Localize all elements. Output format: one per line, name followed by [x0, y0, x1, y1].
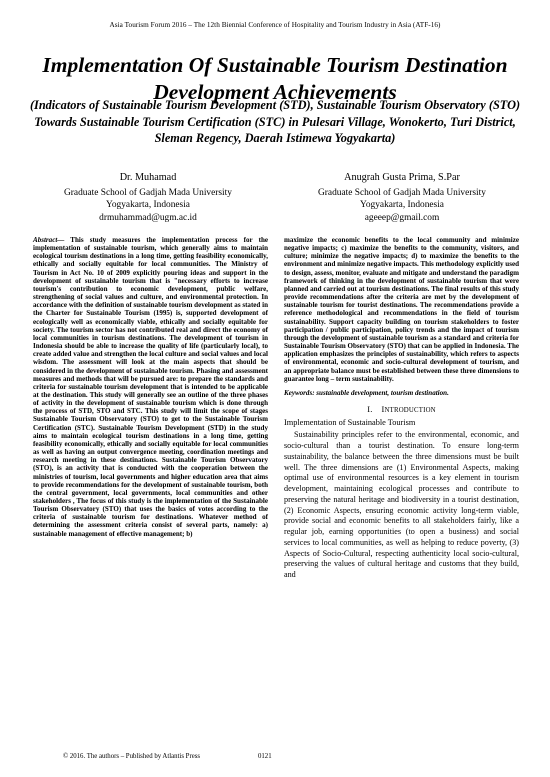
left-column [33, 236, 268, 538]
abstract-text-right: maximize the economic benefits to the local community and minimize negative impacts; c) maximize the benefits to the community, visitors, and culture; minimize the negative impacts; d) to maximize the benefits to the environment and minimize negative impacts. This methodology explicitly used to design, assess, monitor, evaluate and mitigate and understand the paradigm framework of thinking in the development of sustainable tourism that were planned and carried out at tourism destinations. The final results of this study provide recommendations after the criteria are met by the development of sustainable tourism for tourist destinations. The recommendations provide a reference methodological and recommendations in the field of tourism sustainability. Support capacity building on tourism stakeholders to foster participation / public participation, policy trends and the impact of tourism through the development of sustainable tourism as a standard and criteria for Sustainable Tourism Observatory (STO) that can be applied in Indonesia. The application emphasizes the principles of sustainability, which refers to aspects of environmental, economic and socio-cultural development of tourism, and an appropriate balance must be established between these three dimensions to guarantee long – term sustainability. [284, 236, 519, 383]
author-email[interactable]: ageeep@gmail.com [364, 212, 440, 223]
section-heading [284, 406, 519, 415]
subsection-heading: Implementation of Sustainable Tourism [284, 418, 416, 428]
page-number: 0121 [258, 753, 272, 760]
paper-title: Implementation Of Sustainable Tourism Destination Development Achievements [42, 53, 508, 104]
section-body: Sustainability principles refer to the environmental, economic, and socio-cultural than a tourist destination. To ensure long-term sustainability, the balance between the three dimensions must be built well. The three dimensions are (1) Environmental Aspects, making optimal use of environmental resources is a key element in tourism development, maintaining ecological processes and contribute to preserving the natural heritage and biodiversity in a tourist destination, (2) Economic Aspects, ensuring economic activity long-term viable, provide social and economic benefits to all stakeholders fairly, like a regular job, earning opportunities (to open a business) and social services to local communities, as well as helping to reduce poverty, (3) Aspects of Socio-Cultural, respecting authenticity local socio-cultural, preserving the values of cultural heritage and customs that they build, and [284, 430, 519, 580]
author-location: Yogyakarta, Indonesia [360, 200, 444, 211]
running-header: Asia Tourism Forum 2016 – The 12th Biennial Conference of Hospitality and Tourism Industry in Asia (ATF-16) [109, 21, 441, 29]
author-block-2 [282, 172, 522, 224]
abstract-left [33, 236, 268, 538]
abstract-text-left: This study measures the implementation process for the implementation of sustainable tourism, which generally aims to maintain ecological tourism destinations in a long time, getting feasibility economically, ethically and socially equitable for local communities. The Ministry of Tourism in Act No. 10 of 2009 explicitly pouring ideas and support in the development of sustainable tourism that is "necessary efforts to increase tourism's contribution to economic development, public welfare, strengthening of social values and culture, and environmental protection. In accordance with the definition of sustainable tourism development as stated in the Charter for Sustainable Tourism (1995) is, supported development of ecologically well as economically viable, ethically and socially equitable for society. The tourism sector has not contributed real and direct the economy of local communities in tourism destinations. The development of tourism in Indonesia should be able to increase the quality of life (particularly local), to create added value and strengthen the local culture and social values and local wisdom. The assessment will look at the main aspects that should be considered in the development of sustainable tourism. Phasing and assessment measures and methods that will be pursued are: to prepare the standards and criteria for sustainable tourism development that is intended to be applicable at the destination. This study will generally see an outline of the three phases of activity in the development of sustainable tourism which is done through the process of STD, STO and STC. This study will limit the scope of stages Sustainable Tourism Observatory (STO) to get to the Sustainable Tourism Certification (STC). Sustainable Tourism Development (STD) in the study aims to maintain ecological tourism destinations in a long time, getting feasibility economically, ethically and socially equitable for local communities as well as having an output convergence meeting, coordination meetings and research meeting in these destinations. Sustainable Tourism Observatory (STO), is an activity that is conducted with the cooperation between the ministries of tourism, local governments and higher education area that aims to provide recommendations for the development of sustainable tourism, both the central government, local governments, local communities and other stakeholders , The focus of this study is the implementation of the Sustainable Tourism Observatory (STO) that uses the basics of votes according to the criteria of sustainable tourism for destinations. Whatever method of determining the assessment criteria consist of several parts, namely: a) sustainable management of effective management; b) [33, 236, 268, 538]
section-number: I. [367, 404, 373, 414]
footer-copyright: © 2016. The authors – Published by Atlantis Press [63, 753, 201, 760]
author-location: Yogyakarta, Indonesia [106, 200, 190, 211]
author-affiliation: Graduate School of Gadjah Mada University [318, 188, 486, 199]
author-affiliation: Graduate School of Gadjah Mada University [64, 188, 232, 199]
paper-subtitle: (Indicators of Sustainable Tourism Development (STD), Sustainable Tourism Observatory (STO) Towards Sustainable Tourism Certification (STC) in Pulesari Village, Wonokerto, Turi District, Sleman Regency, Daerah Istimewa Yogyakarta) [29, 98, 521, 145]
keywords: Keywords: sustainable development, tourism destination. [284, 388, 449, 397]
author-name: Anugrah Gusta Prima, S.Par [344, 172, 460, 183]
author-block-1 [28, 172, 268, 224]
abstract-label: Abstract— [33, 236, 65, 244]
section-title-rest: NTRODUCTION [384, 406, 436, 414]
author-name: Dr. Muhamad [119, 172, 177, 183]
author-email[interactable]: drmuhammad@ugm.ac.id [99, 212, 197, 223]
right-column [284, 236, 519, 581]
section-title-initial: I [381, 404, 385, 414]
